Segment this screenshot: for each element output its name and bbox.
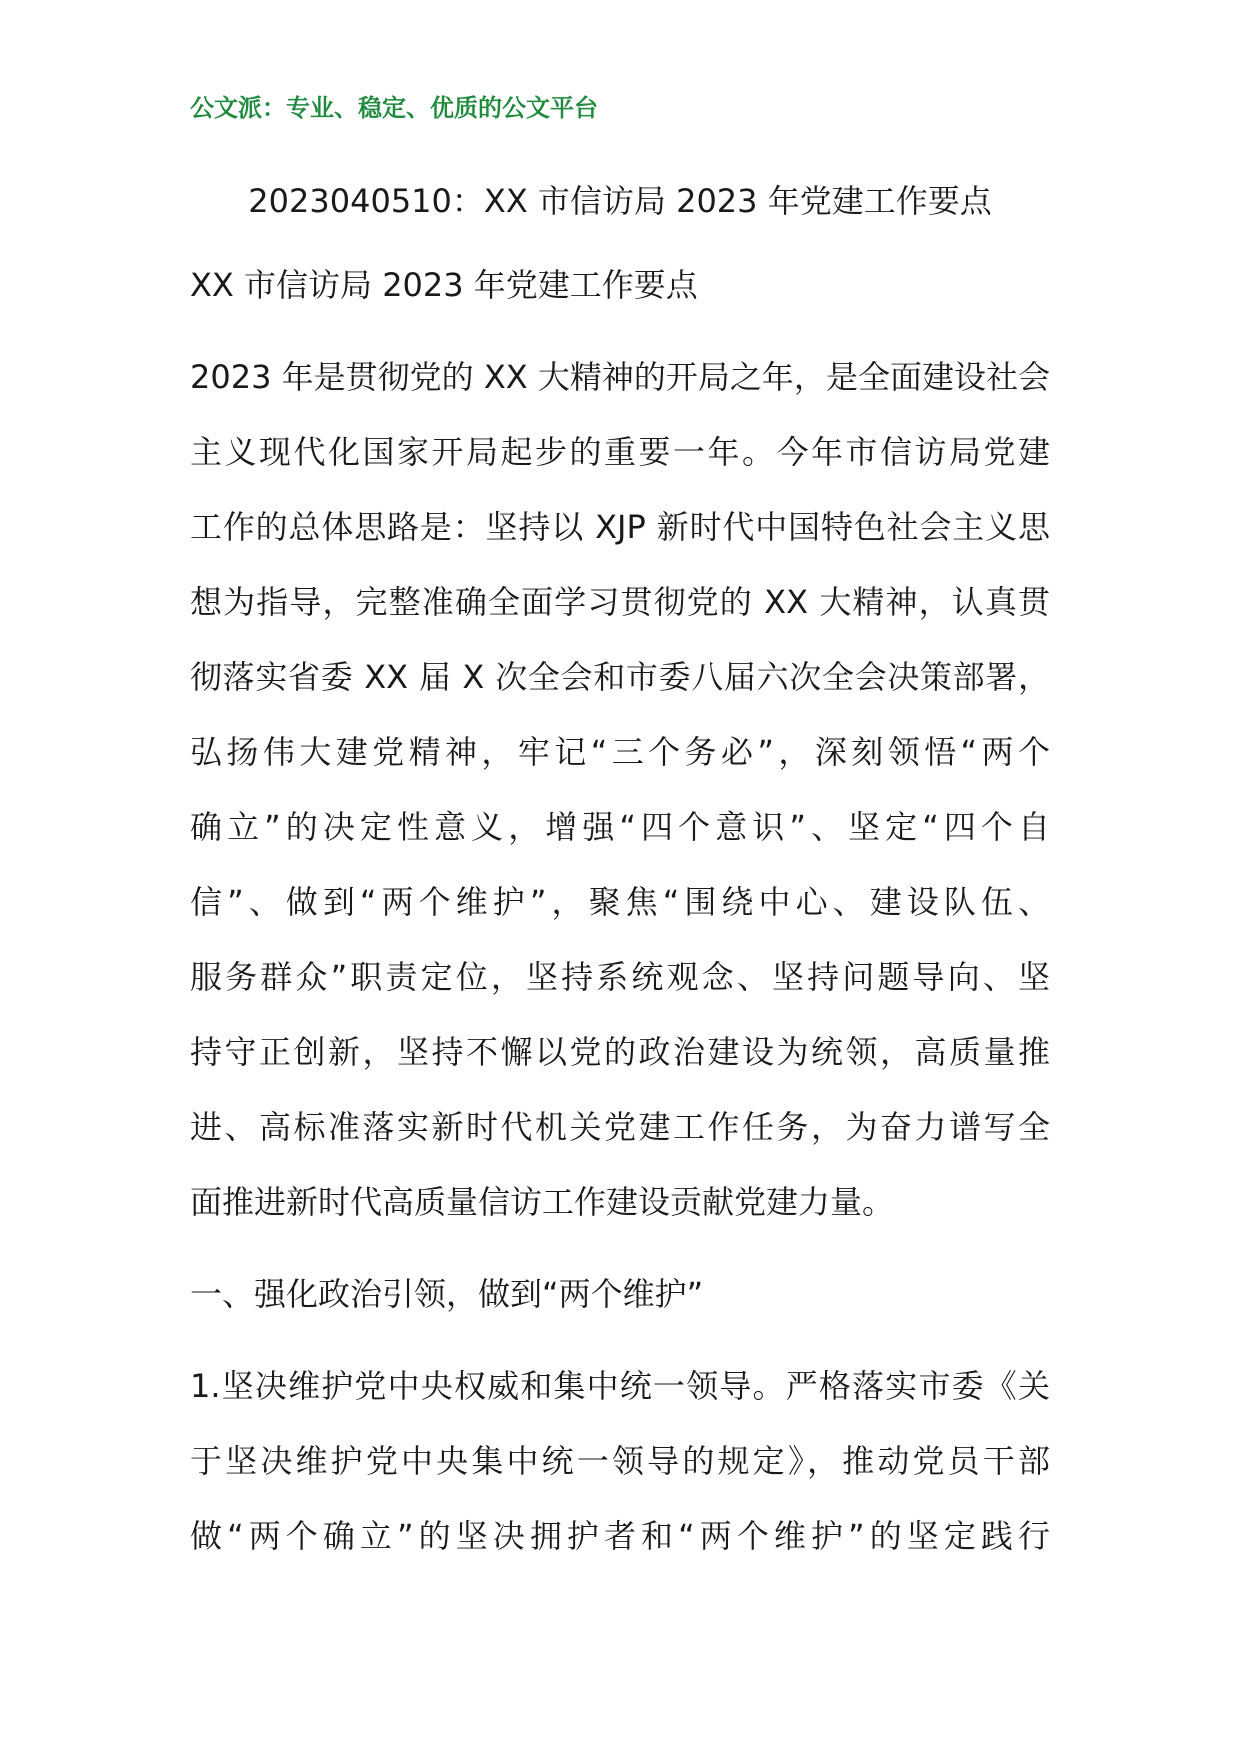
paragraph-line: 主义现代化国家开局起步的重要一年。今年市信访局党建 [190,433,1050,471]
paragraph-line: 确立”的决定性意义，增强“四个意识”、坚定“四个自 [190,808,1050,846]
paragraph-line: 工作的总体思路是：坚持以 XJP 新时代中国特色社会主义思 [190,508,1050,546]
paragraph-line: 弘扬伟大建党精神，牢记“三个务必”，深刻领悟“两个 [190,733,1050,771]
paragraph-line: 1.坚决维护党中央权威和集中统一领导。严格落实市委《关 [190,1367,1050,1405]
paragraph-line: 想为指导，完整准确全面学习贯彻党的 XX 大精神，认真贯 [190,583,1050,621]
document-body [190,248,1050,1574]
section-paragraph [190,1349,1050,1574]
document-title: 2023040510：XX 市信访局 2023 年党建工作要点 [248,182,992,220]
paragraph-line: 进、高标准落实新时代机关党建工作任务，为奋力谱写全 [190,1108,1050,1146]
paragraph-line: 持守正创新，坚持不懈以党的政治建设为统领，高质量推 [190,1033,1050,1071]
paragraph-line: 做“两个确立”的坚决拥护者和“两个维护”的坚定践行 [190,1517,1050,1555]
section-heading: 一、强化政治引领，做到“两个维护” [190,1275,704,1313]
paragraph-line: 信”、做到“两个维护”，聚焦“围绕中心、建设队伍、 [190,883,1050,921]
paragraph-line: 2023 年是贯彻党的 XX 大精神的开局之年，是全面建设社会 [190,358,1050,396]
brand-header: 公文派：专业、稳定、优质的公文平台 [190,93,598,122]
intro-paragraph [190,340,1050,1240]
paragraph-line: 面推进新时代高质量信访工作建设贡献党建力量。 [190,1183,895,1221]
document-subtitle: XX 市信访局 2023 年党建工作要点 [190,266,698,304]
paragraph-line: 于坚决维护党中央集中统一领导的规定》，推动党员干部 [190,1442,1050,1480]
paragraph-line: 彻落实省委 XX 届 X 次全会和市委八届六次全会决策部署， [190,658,1050,696]
paragraph-line: 服务群众”职责定位，坚持系统观念、坚持问题导向、坚 [190,958,1050,996]
